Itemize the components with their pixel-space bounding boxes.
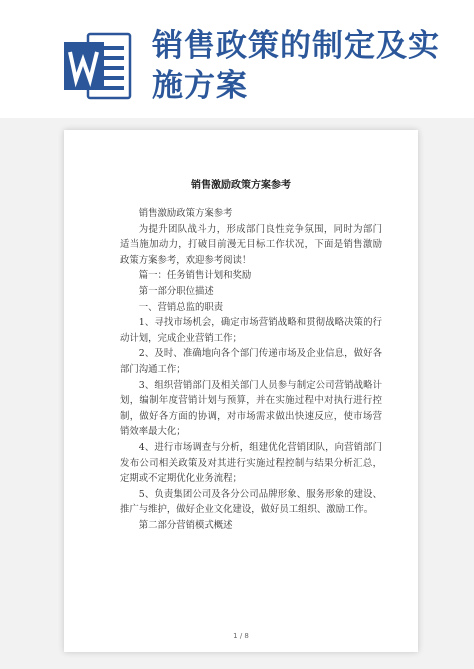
paragraph: 一、营销总监的职责 [138, 301, 224, 313]
paragraph: 2、及时、准确地向各个部门传递市场及企业信息，做好各部门沟通工作； [120, 348, 382, 375]
word-doc-icon [62, 28, 132, 104]
page-title: 销售政策的制定及实施方案 [152, 28, 440, 104]
paragraph: 3、组织营销部门及相关部门人员参与制定公司营销战略计划，编制年度营销计划与预算，并在实施过程中对执行进行控制，做好各方面的协调，对市场需求做出快速反应，使市场营销效率最大化； [120, 379, 382, 438]
document-heading: 销售激励政策方案参考 [191, 180, 291, 191]
paragraph: 第二部分营销模式概述 [138, 519, 233, 531]
paragraph: 篇一：任务销售计划和奖励 [138, 270, 252, 282]
document-body [120, 206, 382, 533]
paragraph: 为提升团队战斗力，形成部门良性竞争氛围，同时为部门适当施加动力，打破目前漫无目标工作状况，下面是销售激励政策方案参考，欢迎参考阅读！ [120, 223, 382, 266]
paragraph: 1、寻找市场机会，确定市场营销战略和贯彻战略决策的行动计划，完成企业营销工作； [120, 317, 382, 344]
paragraph: 4、进行市场调查与分析，组建优化营销团队，向营销部门发布公司相关政策及对其进行实施过程控制与结果分析汇总，定期或不定期优化业务流程； [120, 441, 382, 485]
page-indicator: 1 / 8 [233, 632, 249, 640]
paragraph: 销售激励政策方案参考 [138, 208, 233, 219]
paragraph: 第一部分职位描述 [138, 285, 214, 297]
header [0, 0, 474, 120]
paragraph: 5、负责集团公司及各分公司品牌形象、服务形象的建设、推广与维护，做好企业文化建设，做好员工组织、激励工作。 [120, 488, 382, 516]
document-page [64, 130, 418, 652]
